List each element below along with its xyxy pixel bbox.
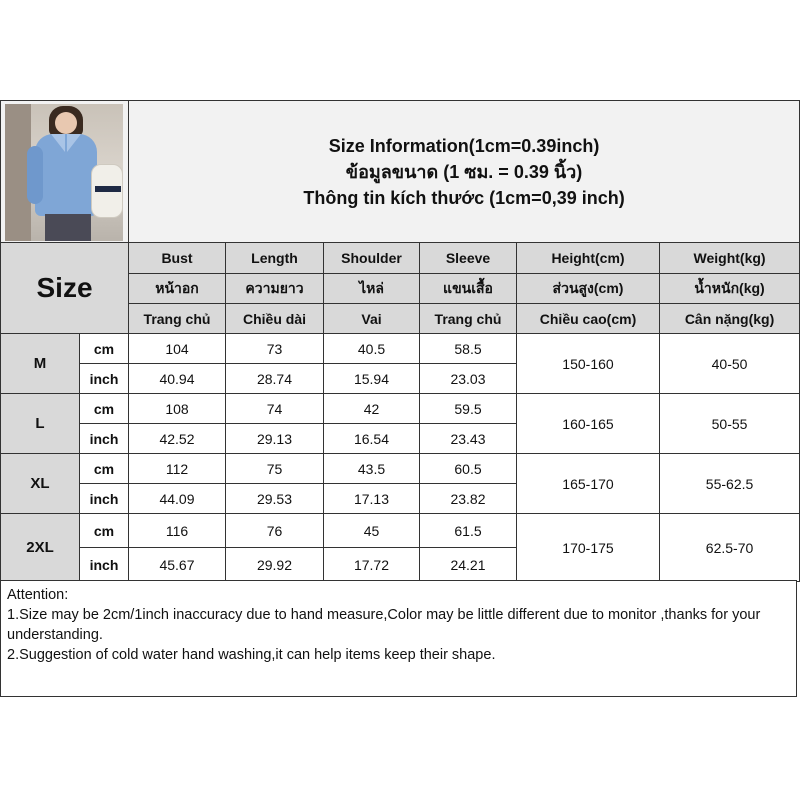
- sleeve-inch: 23.82: [420, 484, 517, 514]
- title-block: [129, 101, 800, 243]
- col-bust-vi: Trang chủ: [129, 304, 226, 334]
- sleeve-inch: 23.03: [420, 364, 517, 394]
- length-inch: 28.74: [226, 364, 324, 394]
- col-bust-th: หน้าอก: [129, 274, 226, 304]
- length-cm: 74: [226, 394, 324, 424]
- weight-range: 55-62.5: [660, 454, 800, 514]
- height-range: 165-170: [517, 454, 660, 514]
- unit-cm: cm: [80, 454, 129, 484]
- bust-inch: 42.52: [129, 424, 226, 454]
- col-bust-en: Bust: [129, 243, 226, 274]
- title-th: ข้อมูลขนาด (1 ซม. = 0.39 นิ้ว): [345, 161, 583, 182]
- col-sleeve-en: Sleeve: [420, 243, 517, 274]
- col-height-vi: Chiều cao(cm): [517, 304, 660, 334]
- col-sleeve-vi: Trang chủ: [420, 304, 517, 334]
- sleeve-inch: 24.21: [420, 548, 517, 582]
- shoulder-cm: 43.5: [324, 454, 420, 484]
- length-inch: 29.92: [226, 548, 324, 582]
- weight-range: 62.5-70: [660, 514, 800, 582]
- col-weight-en: Weight(kg): [660, 243, 800, 274]
- size-table: [0, 100, 800, 582]
- length-cm: 76: [226, 514, 324, 548]
- bust-cm: 112: [129, 454, 226, 484]
- length-inch: 29.53: [226, 484, 324, 514]
- col-shoulder-en: Shoulder: [324, 243, 420, 274]
- unit-inch: inch: [80, 364, 129, 394]
- model-photo: [5, 104, 123, 241]
- title-vi: Thông tin kích thước (1cm=0,39 inch): [303, 187, 625, 208]
- model-photo-cell: [1, 101, 129, 243]
- table-row: [1, 334, 800, 364]
- unit-inch: inch: [80, 484, 129, 514]
- unit-inch: inch: [80, 424, 129, 454]
- unit-cm: cm: [80, 514, 129, 548]
- title-en: Size Information(1cm=0.39inch): [328, 135, 600, 156]
- col-height-en: Height(cm): [517, 243, 660, 274]
- shoulder-cm: 40.5: [324, 334, 420, 364]
- attention-notes: [0, 580, 797, 697]
- bust-cm: 116: [129, 514, 226, 548]
- col-height-th: ส่วนสูง(cm): [517, 274, 660, 304]
- size-label-xl: XL: [1, 454, 80, 514]
- height-range: 160-165: [517, 394, 660, 454]
- attention-note-2: 2.Suggestion of cold water hand washing,it can help items keep their shape.: [7, 647, 496, 663]
- unit-inch: inch: [80, 548, 129, 582]
- bust-inch: 44.09: [129, 484, 226, 514]
- table-row: [1, 394, 800, 424]
- length-cm: 73: [226, 334, 324, 364]
- shoulder-inch: 17.72: [324, 548, 420, 582]
- size-label-2xl: 2XL: [1, 514, 80, 582]
- length-inch: 29.13: [226, 424, 324, 454]
- bust-inch: 40.94: [129, 364, 226, 394]
- weight-range: 40-50: [660, 334, 800, 394]
- col-shoulder-th: ไหล่: [324, 274, 420, 304]
- sleeve-cm: 59.5: [420, 394, 517, 424]
- size-label-l: L: [1, 394, 80, 454]
- height-range: 150-160: [517, 334, 660, 394]
- shoulder-inch: 16.54: [324, 424, 420, 454]
- unit-cm: cm: [80, 394, 129, 424]
- table-row: [1, 514, 800, 548]
- unit-cm: cm: [80, 334, 129, 364]
- table-row: [1, 454, 800, 484]
- weight-range: 50-55: [660, 394, 800, 454]
- col-length-en: Length: [226, 243, 324, 274]
- attention-note-1: 1.Size may be 2cm/1inch inaccuracy due to hand measure,Color may be little different due to monitor ,thanks for your understanding.: [7, 607, 761, 643]
- height-range: 170-175: [517, 514, 660, 582]
- length-cm: 75: [226, 454, 324, 484]
- sleeve-cm: 58.5: [420, 334, 517, 364]
- col-weight-vi: Cân nặng(kg): [660, 304, 800, 334]
- shoulder-cm: 42: [324, 394, 420, 424]
- col-length-vi: Chiều dài: [226, 304, 324, 334]
- attention-heading: Attention:: [7, 587, 69, 603]
- size-chart: [0, 100, 799, 699]
- col-sleeve-th: แขนเสื้อ: [420, 274, 517, 304]
- bust-cm: 104: [129, 334, 226, 364]
- bust-inch: 45.67: [129, 548, 226, 582]
- shoulder-inch: 17.13: [324, 484, 420, 514]
- size-header: Size: [1, 243, 129, 334]
- col-length-th: ความยาว: [226, 274, 324, 304]
- sleeve-inch: 23.43: [420, 424, 517, 454]
- size-label-m: M: [1, 334, 80, 394]
- shoulder-inch: 15.94: [324, 364, 420, 394]
- sleeve-cm: 61.5: [420, 514, 517, 548]
- col-shoulder-vi: Vai: [324, 304, 420, 334]
- bust-cm: 108: [129, 394, 226, 424]
- col-weight-th: น้ำหนัก(kg): [660, 274, 800, 304]
- shoulder-cm: 45: [324, 514, 420, 548]
- sleeve-cm: 60.5: [420, 454, 517, 484]
